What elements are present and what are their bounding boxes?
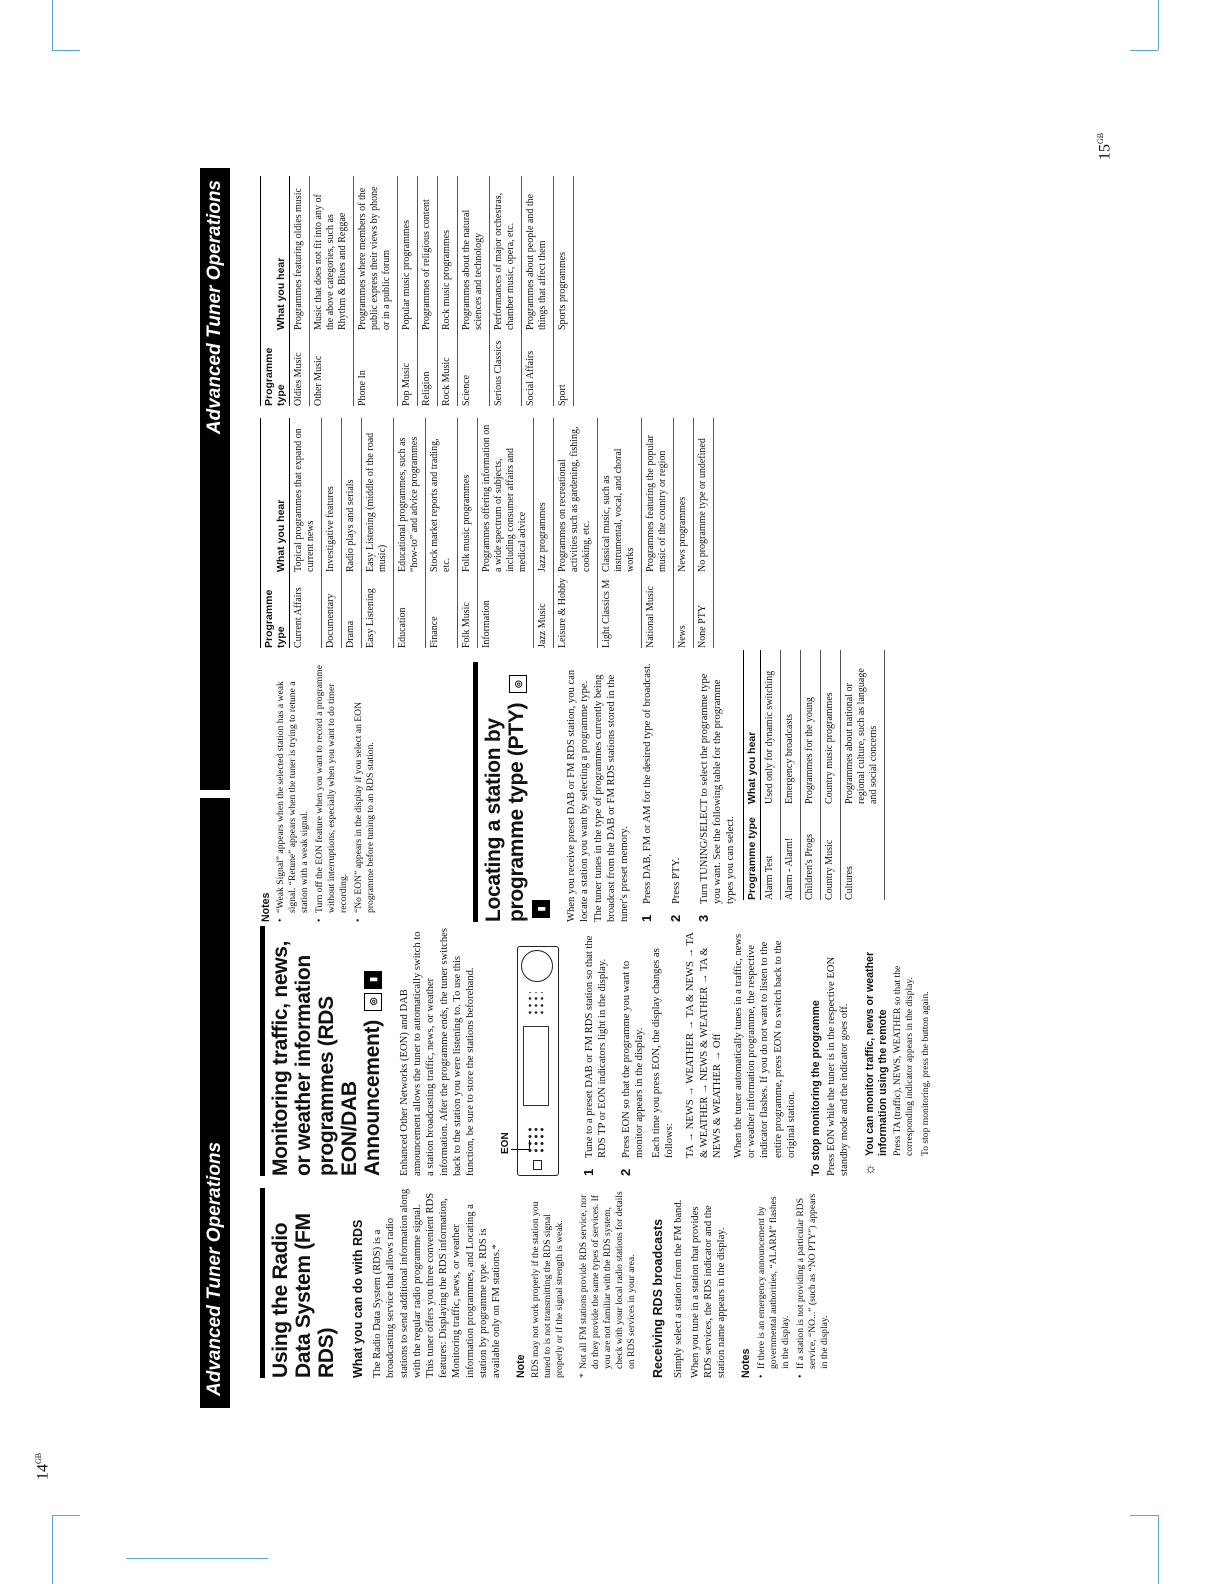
programme-type-cell: Religion [418,330,438,406]
table-body [290,418,714,648]
pty-table [260,176,574,406]
pty-section [260,662,885,922]
crop-mark [52,1515,53,1584]
notes-heading: Notes [740,1348,753,1378]
tip-body: To stop monitoring, press the button again. [920,991,932,1156]
description-cell: Music that does not fit into any of the above categories, such as Rhythm & Blues and Reggae [310,176,354,330]
table-row [490,176,522,406]
programme-type-cell: Information [478,572,534,648]
section-header-right: Advanced Tuner Operations [200,168,230,790]
pty-title [482,662,551,922]
programme-type-cell: Documentary [322,572,342,648]
button-cluster-icon [527,1126,545,1154]
rds-section [260,1188,834,1378]
table-row [478,418,534,648]
table-header-row [744,650,761,900]
note-item: • Turn off the EON feature when you want to record a programme without interruptions, especially when you want to do timer recording. [314,662,350,922]
power-button-icon [533,1160,542,1170]
column-header: What you hear [744,650,761,804]
pty-title-text: Locating a station by programme type (PTY) [482,702,529,922]
crop-mark [1130,50,1158,51]
programme-type-cell: Children's Progs [801,804,821,900]
description-cell: Programmes about national or regional culture, such as language and social concerns [841,650,885,804]
stop-body: Press EON while the tuner is in the respective EON standby mode and the indicator goes off. [826,956,851,1176]
monitor-title-text: Monitoring traffic, news, or weather information programmes (RDS EON/DAB Announcement) [269,940,384,1176]
page-number-suffix: GB [1096,132,1105,144]
programme-type-cell: Other Music [310,330,354,406]
description-cell: Programmes about people and the things that affect them [522,176,554,330]
step-number: 2 [668,914,684,922]
table-row [694,418,714,648]
table-row [554,176,574,406]
programme-type-cell: Light Classics M [598,572,642,648]
table-row [781,650,801,900]
note-heading: Note [515,1354,528,1378]
description-cell: Easy Listening (middle of the road music) [362,418,394,572]
table-row [290,176,310,406]
table-row [674,418,694,648]
table-row [821,650,841,900]
tuner-illustration [499,938,569,1176]
description-cell: Classical music, such as instrumental, vocal, and choral works [598,418,642,572]
step-number: 2 [617,1168,633,1176]
description-cell: Emergency broadcasts [781,650,801,804]
table-row [342,418,362,648]
table-row [426,418,458,648]
eon-label: EON [500,1132,512,1154]
description-cell: Performances of major orchestras, chamber music, opera, etc. [490,176,522,330]
tip-body: Press TA (traffic), NEWS, WEATHER so that the corresponding indicator appears in the display. [892,965,916,1156]
table-row [522,176,554,406]
description-cell: Programmes where members of the public express their views by phone or in a public forum [354,176,398,330]
rotated-spread [200,168,1100,1408]
unit-icon: ▮ [532,900,550,918]
table-row [418,176,438,406]
programme-type-cell: Country Music [821,804,841,900]
crop-mark [52,50,80,51]
description-cell: Programmes on recreational activities such as gardening, fishing, cooking, etc. [554,418,598,572]
table-row [310,176,354,406]
description-cell: Radio plays and serials [342,418,362,572]
step-number: 1 [581,1168,597,1176]
what-heading: What you can do with RDS [351,1219,365,1378]
programme-type-cell: Social Affairs [522,330,554,406]
programme-type-cell: Education [394,572,426,648]
description-cell: News programmes [674,418,694,572]
table-row [554,418,598,648]
table-row [322,418,342,648]
page-number-value: 14 [34,1464,52,1480]
description-cell: Investigative features [322,418,342,572]
page-number-value: 15 [1096,144,1114,160]
step-1 [641,662,654,922]
programme-type-cell: Oldies Music [290,330,310,406]
description-cell: Programmes featuring oldies music [290,176,310,330]
note-item: • If a station is not providing a particular RDS service, “NO...” (such as “NO PTY”) appears in the display. [795,1188,831,1378]
step-text: Press PTY. [671,857,683,904]
pty-table-small [743,650,885,900]
pty-table [260,418,714,648]
notes-heading: Notes [260,892,272,922]
remote-icon: ◎ [509,675,527,693]
table-row [354,176,398,406]
table-row [398,176,418,406]
programme-type-cell: Finance [426,572,458,648]
unit-icon: ▮ [364,971,382,989]
crop-mark [1158,0,1159,50]
tip-heading: You can monitor traffic, news or weather information using the remote [863,951,889,1156]
table-row [362,418,394,648]
description-cell: Programmes offering information on a wide spectrum of subjects, including consumer affairs and medical advice [478,418,534,572]
step-text: Tune to a preset DAB or FM RDS station so that the RDS TP or EON indicators light in the display. [584,935,609,1158]
table-row [598,418,642,648]
page-number-left [34,1453,52,1480]
table-header-row [261,418,290,648]
crop-mark [1130,1515,1158,1516]
remote-icon: ◎ [364,993,382,1011]
step-2 [670,662,683,922]
pty-table-part-1 [260,418,714,648]
auto-body: When the tuner automatically tunes in a traffic, news or weather information programme, the respective indicator flashes. If you do not want to listen to the entire programme, press EON to switch back to the original station. [733,933,797,1158]
column-header: Programme type [744,804,761,900]
description-cell: Country music programmes [821,650,841,804]
programme-type-cell: National Music [642,572,674,648]
column-header: What you hear [261,418,290,572]
column-header: Programme type [261,572,290,648]
note-item: • If there is an emergency announcement by governmental authorities, “ALARM” flashes in the display. [756,1188,792,1378]
receiving-p1: Simply select a station from the FM band. [672,1199,684,1378]
crop-mark [52,1515,80,1516]
table-row [458,418,478,648]
programme-type-cell: Current Affairs [290,572,322,648]
step-text: Press EON so that the programme you want to monitor appears in the display. [620,960,645,1158]
monitor-title [269,926,384,1176]
stop-heading: To stop monitoring the programme [810,1000,823,1176]
description-cell: Popular music programmes [398,176,418,330]
programme-type-cell: Pop Music [398,330,418,406]
page-number-suffix: GB [34,1452,43,1464]
programme-type-cell: Rock Music [438,330,458,406]
step-number: 1 [639,914,655,922]
footnote-text: * Not all FM stations provide RDS service, nor do they provide the same types of services. If you are not familiar with the RDS system, check with your local radio stations for details on RDS services in your area. [578,1188,638,1378]
display-panel [523,1026,549,1106]
description-cell: Sports programmes [554,176,574,330]
step-3 [695,662,738,922]
description-cell: Programmes featuring the popular music of the country or region [642,418,674,572]
note-body: RDS may not work properly if the station you tuned to is not transmitting the RDS signal properly or if the signal strength is weak. [530,1201,566,1378]
lightbulb-icon: ☼ [862,1163,878,1176]
step-number: 3 [695,914,711,922]
table-row [801,650,821,900]
receiving-heading: Receiving RDS broadcasts [651,1218,666,1378]
pty-block [473,662,885,922]
table-row [841,650,885,900]
column-header: Programme type [261,330,290,406]
footnote [578,1188,638,1378]
programme-type-cell: Serious Classics [490,330,522,406]
table-row [761,650,781,900]
table-row [642,418,674,648]
programme-type-cell: Easy Listening [362,572,394,648]
table-row [290,418,322,648]
programme-type-cell: Folk Music [458,572,478,648]
eon-sequence: TA → NEWS → WEATHER → TA & NEWS → TA & WEATHER → NEWS & WEATHER → TA & NEWS & WEATHER → Off [685,932,723,1158]
table-row [534,418,554,648]
notes-list [756,1188,831,1378]
monitor-body: Enhanced Other Networks (EON) and DAB announcement allows the tuner to automatically switch to a station broadcasting traffic, news, or weather information. After the programme ends, the tuner switches back to the station you were listening to. To use this function, be sure to store the stations beforehand. [399,927,477,1176]
crop-mark [52,0,53,50]
programme-type-cell: None PTY [694,572,714,648]
button-cluster-icon [527,992,545,1016]
monitor-section [260,926,936,1176]
programme-type-cell: Drama [342,572,362,648]
description-cell: Programmes for the young [801,650,821,804]
page-number-right [1096,133,1114,160]
programme-type-cell: Science [458,330,490,406]
table-body [761,650,885,900]
description-cell: Educational programmes, such as “how-to” and advice programmes [394,418,426,572]
description-cell: No programme type or undefined [694,418,714,572]
programme-type-cell: Sport [554,330,574,406]
note-item: • “Weak Signal” appears when the selected station has a weak signal. “Retune” appears when the tuner is trying to retune a station with a weak signal. [275,662,311,922]
table-header-row [261,176,290,406]
programme-type-cell: News [674,572,694,648]
programme-type-cell: Phone In [354,330,398,406]
description-cell: Stock market reports and trading, etc. [426,418,458,572]
pty-body: When you receive preset DAB or FM RDS station, you can locate a station you want by selecting a programme type. The tuner tunes in the type of programmes currently being broadcast from the DAB or FM RDS stations stored in the tuner's preset memory. [566,669,631,922]
programme-type-cell: Alarm Test [761,804,781,900]
description-cell: Jazz programmes [534,418,554,572]
what-body: The Radio Data System (RDS) is a broadcasting service that allows radio stations to send additional information along with the regular radio programme signal. This tuner offers you three convenient RDS features: Displaying the RDS information, Monitoring traffic, news, or weather information programmes, and Locating a station by programme type. RDS is available only on FM stations.* [372,1188,503,1378]
pty-table-part-2 [260,176,574,406]
notes-list [275,662,377,922]
step-text: Turn TUNING/SELECT to select the programme type you want. See the following table for the programme types you can select. [698,673,737,904]
description-cell: Rock music programmes [438,176,458,330]
description-cell: Programmes about the natural sciences and technology [458,176,490,330]
description-cell: Programmes of religious content [418,176,438,330]
section-header-left: Advanced Tuner Operations [200,798,230,1408]
step-1 [583,926,609,1176]
footer-line [126,1558,268,1559]
programme-type-cell: Cultures [841,804,885,900]
table-body [290,176,574,406]
description-cell: Folk music programmes [458,418,478,572]
tuning-knob-icon [521,950,553,982]
programme-type-cell: Jazz Music [534,572,554,648]
step-text: Each time you press EON, the display changes as follows: [651,948,676,1158]
crop-mark [1158,1515,1159,1584]
programme-type-cell: Leisure & Hobby [554,572,598,648]
step-text: Press DAB, FM or AM for the desired type of broadcast. [642,663,654,904]
rds-title: Using the Radio Data System (FM RDS) [269,1213,338,1378]
table-row [438,176,458,406]
column-header: What you hear [261,176,290,330]
tip-box [864,926,932,1176]
table-row [394,418,426,648]
table-row [458,176,490,406]
receiving-p2: When you tune in a station that provides RDS services, the RDS indicator and the station name appears in the display. [689,1205,728,1378]
programme-type-cell: Alarm - Alarm! [781,804,801,900]
description-cell: Used only for dynamic switching [761,650,781,804]
step-2 [617,926,798,1176]
note-item: • “No EON” appears in the display if you select an EON programme before tuning to an RDS station. [353,662,377,922]
description-cell: Topical programmes that expand on current news [290,418,322,572]
